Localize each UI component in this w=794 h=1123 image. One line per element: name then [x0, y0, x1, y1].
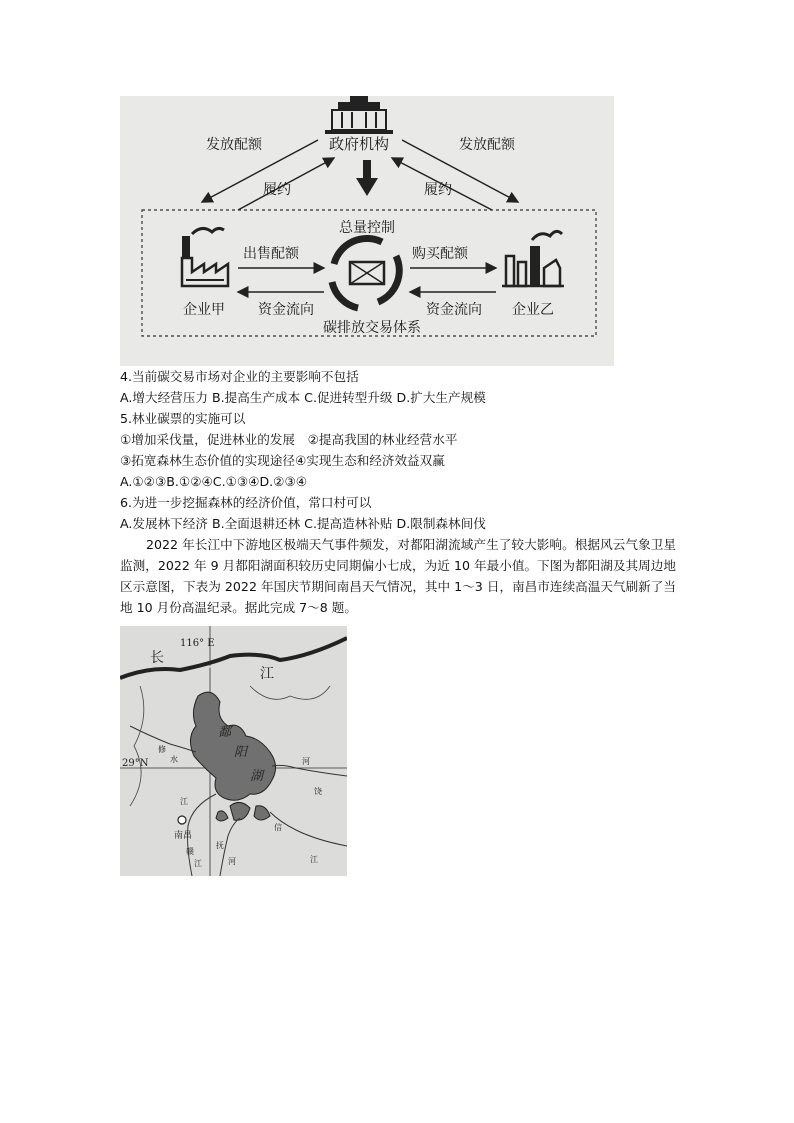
rao-river — [272, 765, 347, 776]
nanchang-label: 南昌 — [174, 831, 193, 841]
questions-block — [120, 366, 680, 534]
down-arrow-icon — [356, 160, 378, 196]
sell-quota-label: 出售配额 — [243, 246, 299, 262]
gan-label-2: 赣 — [186, 847, 194, 856]
fulfill-left-label: 履约 — [263, 182, 291, 198]
funds-left-label: 资金流向 — [258, 302, 314, 318]
chang-label: 长 — [150, 650, 164, 666]
gan-label-1: 江 — [180, 797, 188, 806]
q5-statement-line1: ①增加采伐量，促进林业的发展 ②提高我国的林业经营水平 — [120, 432, 458, 447]
issue-quota-left-label: 发放配额 — [206, 137, 262, 153]
he2-label: 河 — [228, 857, 236, 866]
q4-stem: 4.当前碳交易市场对企业的主要影响不包括 — [120, 369, 359, 384]
fulfill-right-label: 履约 — [424, 182, 452, 198]
hu-label: 湖 — [250, 769, 264, 784]
jiang2-label: 江 — [310, 855, 318, 864]
q4-options: A.增大经营压力 B.提高生产成本 C.促进转型升级 D.扩大生产规模 — [120, 390, 486, 405]
poyang-lake — [190, 692, 275, 800]
shui-label: 水 — [170, 755, 178, 764]
q6-options: A.发展林下经济 B.全面退耕还林 C.提高造林补贴 D.限制森林间伐 — [120, 516, 486, 531]
q6-stem: 6.为进一步挖掘森林的经济价值，常口村可以 — [120, 495, 372, 510]
xin-label: 信 — [274, 823, 282, 832]
q5-options: A.①②③B.①②④C.①③④D.②③④ — [120, 474, 308, 489]
poyang-lake-map — [120, 626, 347, 876]
funds-right-label: 资金流向 — [426, 302, 482, 318]
government-building-icon — [325, 96, 393, 134]
enterprise-b-label: 企业乙 — [512, 302, 554, 318]
yang-label: 阳 — [234, 745, 248, 760]
gov-label: 政府机构 — [328, 135, 390, 153]
gan-label-3: 江 — [194, 859, 202, 868]
system-label: 碳排放交易体系 — [323, 320, 421, 336]
q5-stem: 5.林业碳票的实施可以 — [120, 411, 246, 426]
po-label: 鄱 — [218, 725, 232, 740]
factory-b-icon — [502, 231, 564, 286]
buy-quota-label: 购买配额 — [412, 246, 468, 262]
enterprise-a-label: 企业甲 — [183, 302, 225, 318]
he-river-label: 河 — [302, 757, 310, 766]
issue-quota-right-label: 发放配额 — [459, 137, 515, 153]
carbon-trading-diagram — [120, 96, 614, 366]
rao-label: 饶 — [314, 787, 322, 796]
fu-label: 抚 — [216, 841, 224, 850]
longitude-label: 116° E — [180, 638, 215, 649]
circular-exchange-icon — [332, 238, 399, 308]
total-control-label: 总量控制 — [339, 220, 395, 236]
xiu-label: 修 — [158, 745, 166, 754]
factory-a-icon — [182, 228, 228, 286]
latitude-label: 29°N — [122, 758, 149, 769]
poyang-lake-map-svg — [120, 626, 347, 876]
passage-paragraph: 2022 年长江中下游地区极端天气事件频发，对都阳湖流域产生了较大影响。根据风云气象卫星监测，2022 年 9 月都阳湖面积较历史同期偏小七成，为近 10 年最小值。下图为都阳湖及其周边地区示意图，下表为 2022 年国庆节期间南昌天气情况，其中 1～3 日，南昌市连续高温天气刷新了当地 10 月份高温纪录。据此完成 7～8 题。 — [120, 537, 676, 615]
nanchang-marker — [178, 816, 186, 824]
q5-statement-line2: ③拓宽森林生态价值的实现途径④实现生态和经济效益双赢 — [120, 453, 445, 468]
carbon-trading-diagram-svg — [120, 96, 614, 366]
jiang-label: 江 — [260, 666, 274, 682]
